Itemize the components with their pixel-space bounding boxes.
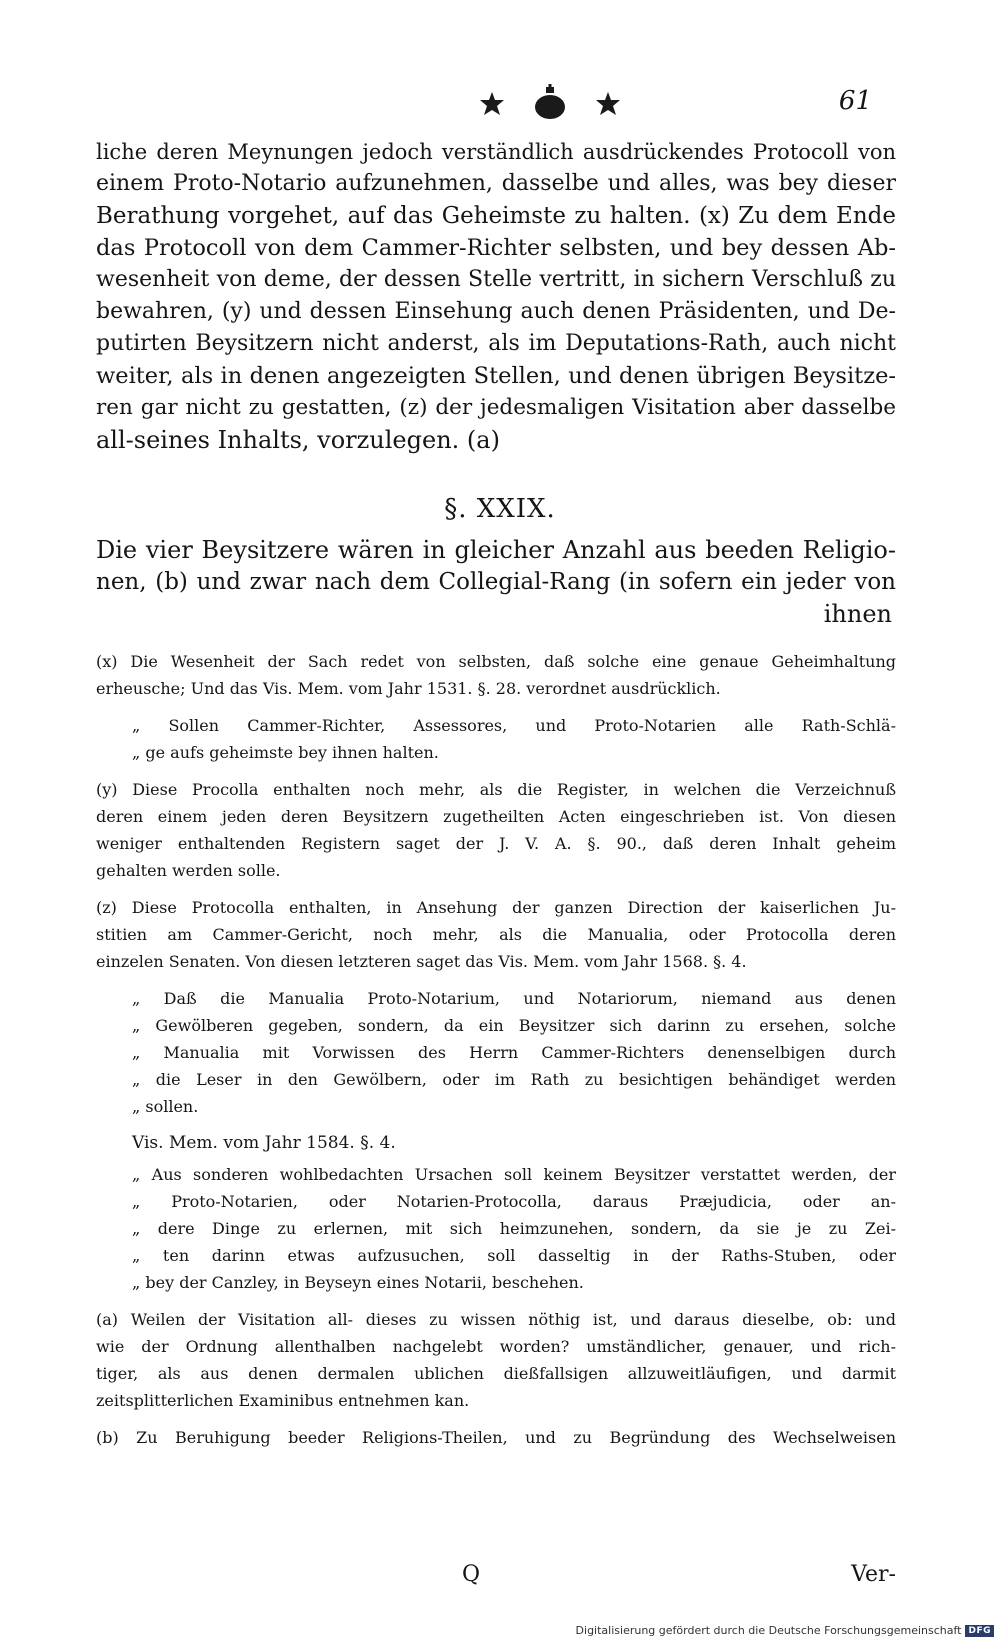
quote-block (132, 985, 896, 1120)
footnote-x (96, 648, 896, 702)
footnote-line: deren einem jeden deren Beysitzern zugetheilten Acten eingeschrieben ist. Von diesen (96, 807, 896, 826)
quote-block (132, 1161, 896, 1296)
text-line: liche deren Meynungen jedoch verständlich ausdrückendes Protocoll von (96, 140, 896, 164)
quote-line: „ Gewölberen gegeben, sondern, da ein Beysitzer sich darinn zu ersehen, solche (132, 1016, 896, 1035)
quote-line: „ die Leser in den Gewölbern, oder im Rath zu besichtigen behändiget werden (132, 1070, 896, 1089)
footnote-y (96, 776, 896, 884)
footnotes (96, 648, 896, 1461)
footnote-z (96, 894, 896, 975)
text-line: einem Proto-Notario aufzunehmen, dasselbe und alles, was bey dieser (96, 171, 896, 196)
quote-line: „ ge aufs geheimste bey ihnen halten. (132, 743, 439, 762)
quote-line: „ ten darinn etwas aufzusuchen, soll dasseltig in der Raths-Stuben, oder (132, 1246, 896, 1265)
quote-line: „ Daß die Manualia Proto-Notarium, und Notariorum, niemand aus denen (132, 989, 896, 1008)
quote-line: „ sollen. (132, 1097, 199, 1116)
quote-line: „ bey der Canzley, in Beyseyn eines Notarii, beschehen. (132, 1273, 584, 1292)
quote-line: „ Aus sonderen wohlbedachten Ursachen soll keinem Beysitzer verstattet werden, der (132, 1165, 896, 1184)
text-line: bewahren, (y) und dessen Einsehung auch denen Präsidenten, und De- (96, 299, 896, 324)
text-line: wesenheit von deme, der dessen Stelle vertritt, in sichern Verschluß zu (96, 267, 896, 292)
catchword: ihnen (823, 600, 892, 628)
quote-line: „ Manualia mit Vorwissen des Herrn Cammer-Richters denenselbigen durch (132, 1043, 896, 1062)
crown-ornament-icon (450, 84, 650, 124)
text-line: das Protocoll von dem Cammer-Richter selbsten, und bey dessen Ab- (96, 235, 896, 261)
text-line: ren gar nicht zu gestatten, (z) der jedesmaligen Visitation aber dasselbe (96, 395, 896, 420)
quote-line: „ Proto-Notarien, oder Notarien-Protocolla, daraus Præjudicia, oder an- (132, 1192, 896, 1211)
catchword: Ver- (851, 1562, 896, 1587)
section-heading: §. XXIX. (444, 494, 556, 524)
footnote-line: weniger enthaltenden Registern saget der J. V. A. §. 90., daß deren Inhalt geheim (96, 834, 896, 853)
text-line: Berathung vorgehet, auf das Geheimste zu halten. (x) Zu dem Ende (96, 203, 896, 229)
footnote-b (96, 1424, 896, 1451)
text-line: nen, (b) und zwar nach dem Collegial-Rang (in sofern ein jeder von (96, 569, 896, 595)
signature-mark: Q (462, 1562, 481, 1587)
footnote-line: zeitsplitterlichen Examinibus entnehmen kan. (96, 1391, 470, 1410)
text-line: weiter, als in denen angezeigten Stellen, und denen übrigen Beysitze- (96, 363, 896, 389)
footnote-line: (z) Diese Protocolla enthalten, in Ansehung der ganzen Direction der kaiserlichen Ju- (96, 898, 896, 917)
quote-line: „ dere Dinge zu erlernen, mit sich heimzunehen, sondern, da sie je zu Zei- (132, 1219, 896, 1238)
footer-text: Digitalisierung gefördert durch die Deutsche Forschungsgemeinschaft (575, 1624, 962, 1637)
footnote-line: erheusche; Und das Vis. Mem. vom Jahr 1531. §. 28. verordnet ausdrücklich. (96, 679, 721, 698)
text-line: putirten Beysitzern nicht anderst, als im Deputations-Rath, auch nicht (96, 331, 896, 356)
footnote-line: tiger, als aus denen dermalen ublichen dießfallsigen allzuweitläufigen, und darmit (96, 1364, 896, 1383)
page-header (90, 84, 890, 124)
footnote-line: (y) Diese Procolla enthalten noch mehr, als die Register, in welchen die Verzeichnuß (96, 780, 896, 799)
text-line: Die vier Beysitzere wären in gleicher Anzahl aus beeden Religio- (96, 536, 896, 564)
footnote-line: (x) Die Wesenheit der Sach redet von selbsten, daß solche eine genaue Geheimhaltung (96, 652, 896, 671)
footnote-line: einzelen Senaten. Von diesen letzteren saget das Vis. Mem. vom Jahr 1568. §. 4. (96, 952, 747, 971)
footnote-line: (b) Zu Beruhigung beeder Religions-Theilen, und zu Begründung des Wechselweisen (96, 1428, 896, 1447)
footnote-line: stitien am Cammer-Gericht, noch mehr, als die Manualia, oder Protocolla deren (96, 925, 896, 944)
digitization-footer (576, 1624, 994, 1637)
quote-line: „ Sollen Cammer-Richter, Assessores, und Proto-Notarien alle Rath-Schlä- (132, 716, 896, 735)
main-paragraph (96, 136, 896, 456)
section-paragraph (96, 534, 896, 630)
footnote-line: (a) Weilen der Visitation all- dieses zu wissen nöthig ist, und daraus dieselbe, ob: und (96, 1310, 896, 1329)
footnote-a (96, 1306, 896, 1414)
quote-block (132, 712, 896, 766)
footnote-line: gehalten werden solle. (96, 861, 281, 880)
footnote-line: wie der Ordnung allenthalben nachgelebt worden? umständlicher, genauer, und rich- (96, 1337, 896, 1356)
dfg-logo-icon: DFG (965, 1625, 994, 1637)
page-number: 61 (838, 86, 872, 116)
citation-reference: Vis. Mem. vom Jahr 1584. §. 4. (132, 1133, 396, 1153)
text-line: all-seines Inhalts, vorzulegen. (a) (96, 426, 500, 454)
